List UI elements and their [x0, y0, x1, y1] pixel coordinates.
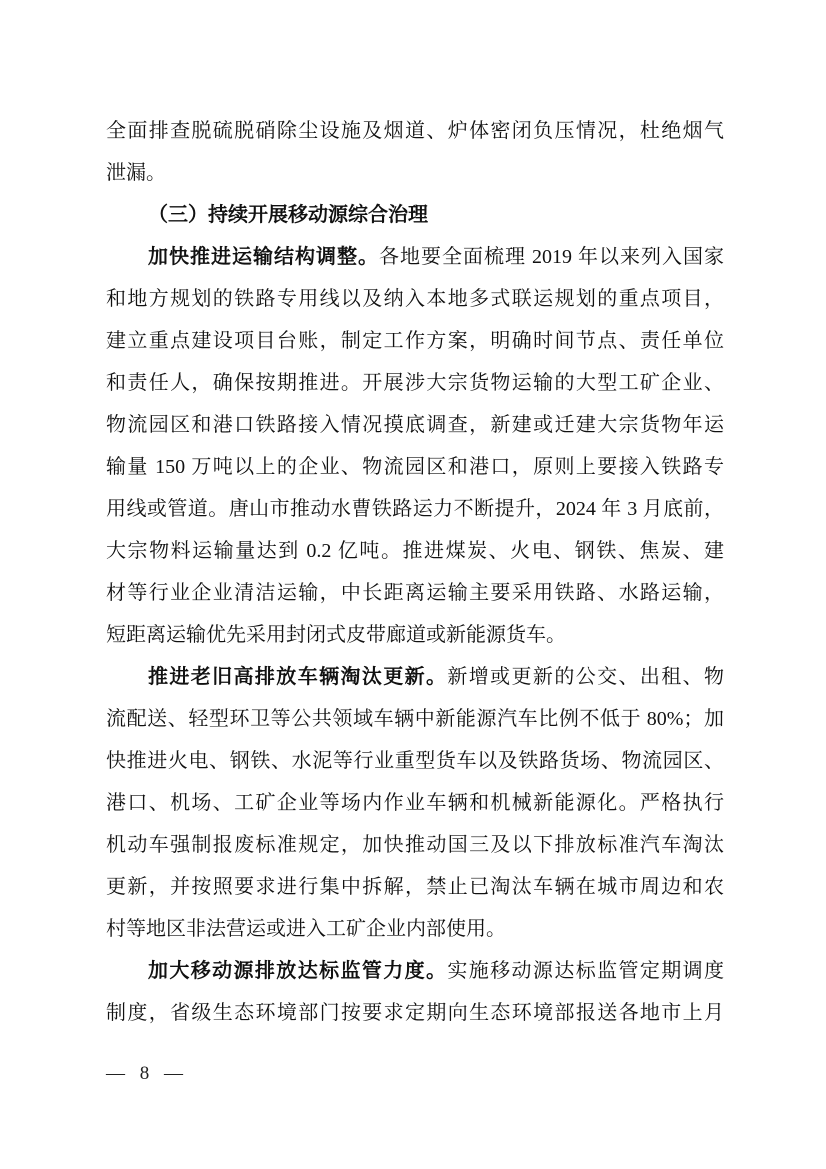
document-body — [106, 110, 724, 1034]
paragraph-emission-supervision-line — [106, 992, 724, 1034]
body-text: 短距离运输优先采用封闭式皮带廊道或新能源货车。 — [106, 624, 566, 646]
paragraph-vehicle-renewal-line — [106, 698, 724, 740]
paragraph-transport-structure-line — [106, 530, 724, 572]
page-footer — [106, 1062, 184, 1086]
body-text: 快推进火电、钢铁、水泥等行业重型货车以及铁路货场、物流园区、 — [106, 750, 724, 772]
paragraph-continuation-line — [106, 110, 724, 152]
body-text: 泄漏。 — [106, 162, 166, 184]
body-text: 大宗物料运输量达到 0.2 亿吨。推进煤炭、火电、钢铁、焦炭、建 — [106, 540, 724, 562]
body-text: 用线或管道。唐山市推动水曹铁路运力不断提升，2024 年 3 月底前， — [106, 498, 724, 520]
paragraph-transport-structure-line — [106, 278, 724, 320]
body-text: 港口、机场、工矿企业等场内作业车辆和机械新能源化。严格执行 — [106, 792, 724, 814]
body-text: 物流园区和港口铁路接入情况摸底调查，新建或迁建大宗货物年运 — [106, 414, 724, 436]
bold-lead-text: 推进老旧高排放车辆淘汰更新。 — [148, 666, 448, 688]
body-text: 输量 150 万吨以上的企业、物流园区和港口，原则上要接入铁路专 — [106, 456, 724, 478]
body-text: 流配送、轻型环卫等公共领域车辆中新能源汽车比例不低于 80%；加 — [106, 708, 724, 730]
paragraph-transport-structure-line — [106, 404, 724, 446]
paragraph-vehicle-renewal-line — [106, 908, 724, 950]
body-text: 更新，并按照要求进行集中拆解，禁止已淘汰车辆在城市周边和农 — [106, 876, 724, 898]
body-text: 新增或更新的公交、出租、物 — [447, 666, 724, 688]
body-text: 各地要全面梳理 2019 年以来列入国家 — [379, 246, 724, 268]
page-number: — 8 — — [106, 1063, 184, 1084]
body-text: 建立重点建设项目台账，制定工作方案，明确时间节点、责任单位 — [106, 330, 724, 352]
bold-lead-text: 加大移动源排放达标监管力度。 — [148, 960, 448, 982]
paragraph-vehicle-renewal-line — [106, 656, 724, 698]
paragraph-transport-structure-line — [106, 614, 724, 656]
bold-lead-text: 加快推进运输结构调整。 — [148, 246, 379, 268]
body-text: 材等行业企业清洁运输，中长距离运输主要采用铁路、水路运输， — [106, 582, 724, 604]
section-heading-line — [106, 194, 724, 236]
paragraph-transport-structure-line — [106, 488, 724, 530]
paragraph-emission-supervision-line — [106, 950, 724, 992]
body-text: 和地方规划的铁路专用线以及纳入本地多式联运规划的重点项目， — [106, 288, 724, 310]
paragraph-transport-structure-line — [106, 236, 724, 278]
paragraph-transport-structure-line — [106, 320, 724, 362]
paragraph-transport-structure-line — [106, 446, 724, 488]
paragraph-vehicle-renewal-line — [106, 824, 724, 866]
body-text: 制度，省级生态环境部门按要求定期向生态环境部报送各地市上月 — [106, 1002, 724, 1024]
paragraph-transport-structure-line — [106, 362, 724, 404]
body-text: 实施移动源达标监管定期调度 — [447, 960, 724, 982]
bold-lead-text: （三）持续开展移动源综合治理 — [148, 204, 428, 226]
body-text: 机动车强制报废标准规定，加快推动国三及以下排放标准汽车淘汰 — [106, 834, 724, 856]
paragraph-vehicle-renewal-line — [106, 782, 724, 824]
paragraph-continuation-line — [106, 152, 724, 194]
paragraph-vehicle-renewal-line — [106, 740, 724, 782]
body-text: 全面排查脱硫脱硝除尘设施及烟道、炉体密闭负压情况，杜绝烟气 — [106, 120, 724, 142]
paragraph-transport-structure-line — [106, 572, 724, 614]
body-text: 村等地区非法营运或进入工矿企业内部使用。 — [106, 918, 506, 940]
body-text: 和责任人，确保按期推进。开展涉大宗货物运输的大型工矿企业、 — [106, 372, 724, 394]
paragraph-vehicle-renewal-line — [106, 866, 724, 908]
